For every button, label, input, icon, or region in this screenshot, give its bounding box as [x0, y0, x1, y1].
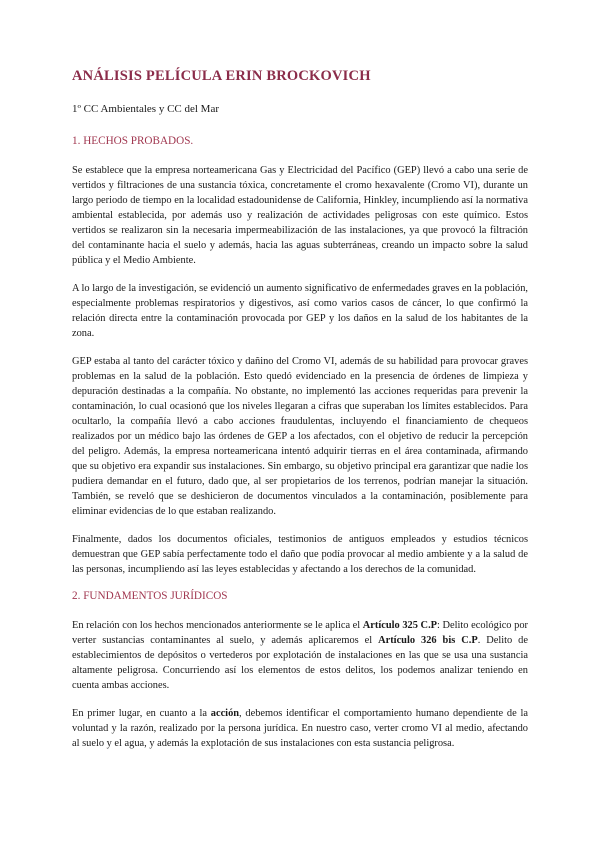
text-run: , debemos identificar el comportamiento humano dependiente de la voluntad y la razón, realizado por la persona jurídica. En nuestro caso, verter cromo VI al medio, afectando al suelo y el agua, y además la explotación de sus instalaciones con esta sustancia peligrosa.: [72, 708, 528, 749]
text-run: En primer lugar, en cuanto a la: [72, 708, 211, 719]
emphasis-term: acción: [210, 708, 240, 719]
paragraph: A lo largo de la investigación, se evidenció un aumento significativo de enfermedades graves en la población, especialmente problemas respiratorios y digestivos, así como varios casos de cáncer, lo que confirmó la relación directa entre la contaminación provocada por GEP y los daños en la salud de los habitantes de la zona.: [72, 283, 528, 339]
text-run: En relación con los hechos mencionados anteriormente se le aplica el: [72, 620, 363, 631]
section-fundamentos-juridicos: [72, 590, 528, 751]
text-run: : Delito ecológico por verter sustancias contaminantes al suelo, y además aplicaremos el: [72, 620, 528, 646]
document-subtitle: 1º CC Ambientales y CC del Mar: [72, 103, 220, 115]
section-heading: 1. HECHOS PROBADOS.: [72, 135, 194, 147]
document-title: ANÁLISIS PELÍCULA ERIN BROCKOVICH: [72, 68, 371, 84]
section-hechos-probados: [72, 135, 528, 577]
text-run: . Delito de establecimientos de depósitos o vertederos por explotación de instalaciones en las que se usa una sustancia altamente peligrosa. Concurriendo así los elementos de estos delitos, los podemos analizar teniendo en cuenta ambas acciones.: [72, 635, 528, 691]
paragraph: [72, 706, 528, 751]
legal-article-ref: Artículo 326 bis C.P: [378, 635, 478, 646]
legal-article-ref: Artículo 325 C.P: [362, 620, 438, 631]
section-heading: 2. FUNDAMENTOS JURÍDICOS: [72, 590, 228, 602]
paragraph: Se establece que la empresa norteamericana Gas y Electricidad del Pacífico (GEP) llevó a cabo una serie de vertidos y filtraciones de una sustancia tóxica, concretamente el cromo hexavalente (Cromo VI), durante un largo periodo de tiempo en la localidad estadounidense de California, Hinkley, incumpliendo así la normativa ambiental establecida, por además uso y realización de actividades peligrosas con este químico. Estos vertidos se realizaron sin la necesaria impermeabilización de las instalaciones, ya que provocó la filtración del contaminante hacia el suelo y además, hacia las aguas subterráneas, creando un impacto sobre la salud pública y el Medio Ambiente.: [72, 165, 528, 266]
paragraph: Finalmente, dados los documentos oficiales, testimonios de antiguos empleados y estudios técnicos demuestran que GEP sabía perfectamente todo el daño que podía provocar al medio ambiente y a la salud de las personas, incumpliendo así las leyes establecidas y afectando a los derechos de la comunidad.: [72, 534, 528, 575]
paragraph: [72, 618, 528, 693]
paragraph: GEP estaba al tanto del carácter tóxico y dañino del Cromo VI, además de su habilidad para provocar graves problemas en la salud de la población. Esto quedó evidenciado en la presencia de órdenes de limpieza y depuración destinadas a la compañía. No obstante, no implementó las acciones requeridas para prevenir la contaminación, lo cual ocasionó que los niveles llegaran a cifras que superaban los límites establecidos. Para ocultarlo, la compañía llevó a cabo acciones fraudulentas, incluyendo el financiamiento de chequeos realizados por un médico bajo las órdenes de GEP a los afectados, con el objetivo de reducir la percepción del peligro. Además, la empresa norteamericana intentó adquirir tierras en el área contaminada, afirmando que su objetivo era expandir sus instalaciones. Sin embargo, su objetivo principal era garantizar que nadie los pudiera demandar en el futuro, dado que, al ser propietarios de los terrenos, podrían manejar la situación. También, se reveló que se deshicieron de documentos vinculados a la contaminación, posiblemente para eliminar evidencias de lo que estaban realizando.: [72, 356, 528, 517]
